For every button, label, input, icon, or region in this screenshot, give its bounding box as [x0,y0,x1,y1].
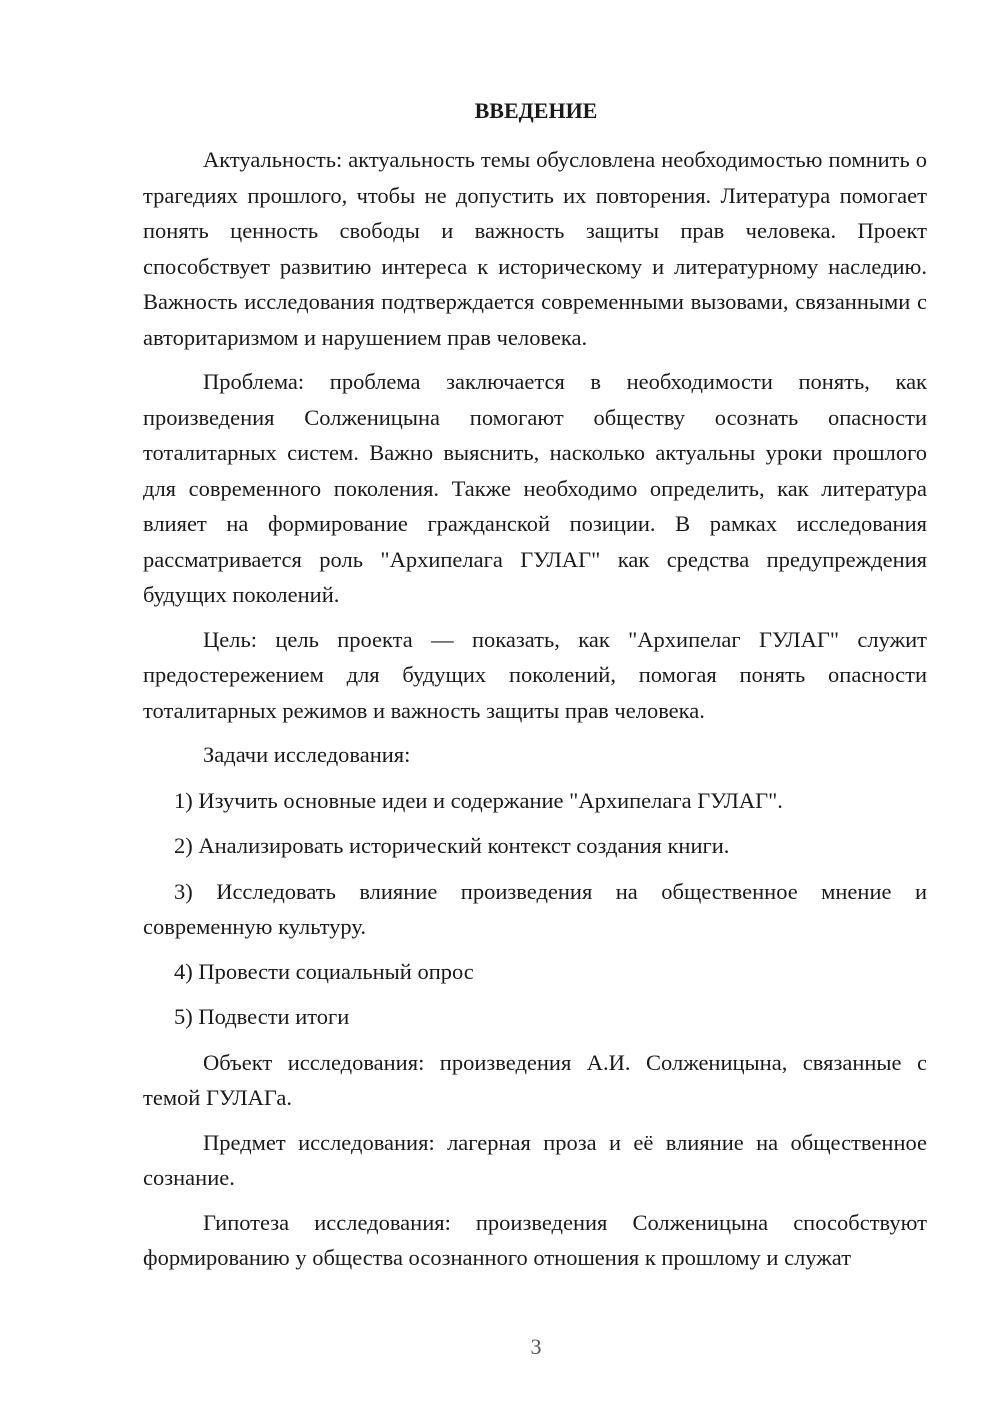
paragraph-goal: Цель: цель проекта — показать, как "Архипелаг ГУЛАГ" служит предостережением для будущих поколений, помогая понять опасности тоталитарных режимов и важность защиты прав человека. [143,626,927,723]
task-item: 1) Изучить основные идеи и содержание "Архипелага ГУЛАГ". [174,787,783,813]
paragraph-relevance: Актуальность: актуальность темы обусловлена необходимостью помнить о трагедиях прошлого, чтобы не допустить их повторения. Литература помогает понять ценность свободы и важность защиты прав человека. Проект способствует развитию интереса к историческому и литературному наследию. Важность исследования подтверждается современными вызовами, связанными с авторитаризмом и нарушением прав человека. [143,147,927,350]
paragraph-subject: Предмет исследования: лагерная проза и её влияние на общественное сознание. [143,1129,927,1190]
paragraph-problem: Проблема: проблема заключается в необходимости понять, как произведения Солженицына помогают обществу осознать опасности тоталитарных систем. Важно выяснить, насколько актуальны уроки прошлого для современного поколения. Также необходимо определить, как литература влияет на формирование гражданской позиции. В рамках исследования рассматривается роль "Архипелага ГУЛАГ" как средства предупреждения будущих поколений. [143,369,927,607]
page-number: 3 [530,1334,542,1359]
task-item: 4) Провести социальный опрос [174,958,474,984]
task-item: 2) Анализировать исторический контекст создания книги. [174,833,730,858]
task-item: 3) Исследовать влияние произведения на общественное мнение и современную культуру. [143,878,927,939]
tasks-title: Задачи исследования: [203,742,411,767]
document-body [143,142,927,1285]
paragraph-hypothesis: Гипотеза исследования: произведения Солженицына способствуют формированию у общества осознанного отношения к прошлому и служат [143,1209,927,1270]
paragraph-object: Объект исследования: произведения А.И. Солженицына, связанные с темой ГУЛАГа. [143,1049,927,1110]
task-item: 5) Подвести итоги [174,1004,350,1029]
page-heading: ВВЕДЕНИЕ [474,98,598,123]
